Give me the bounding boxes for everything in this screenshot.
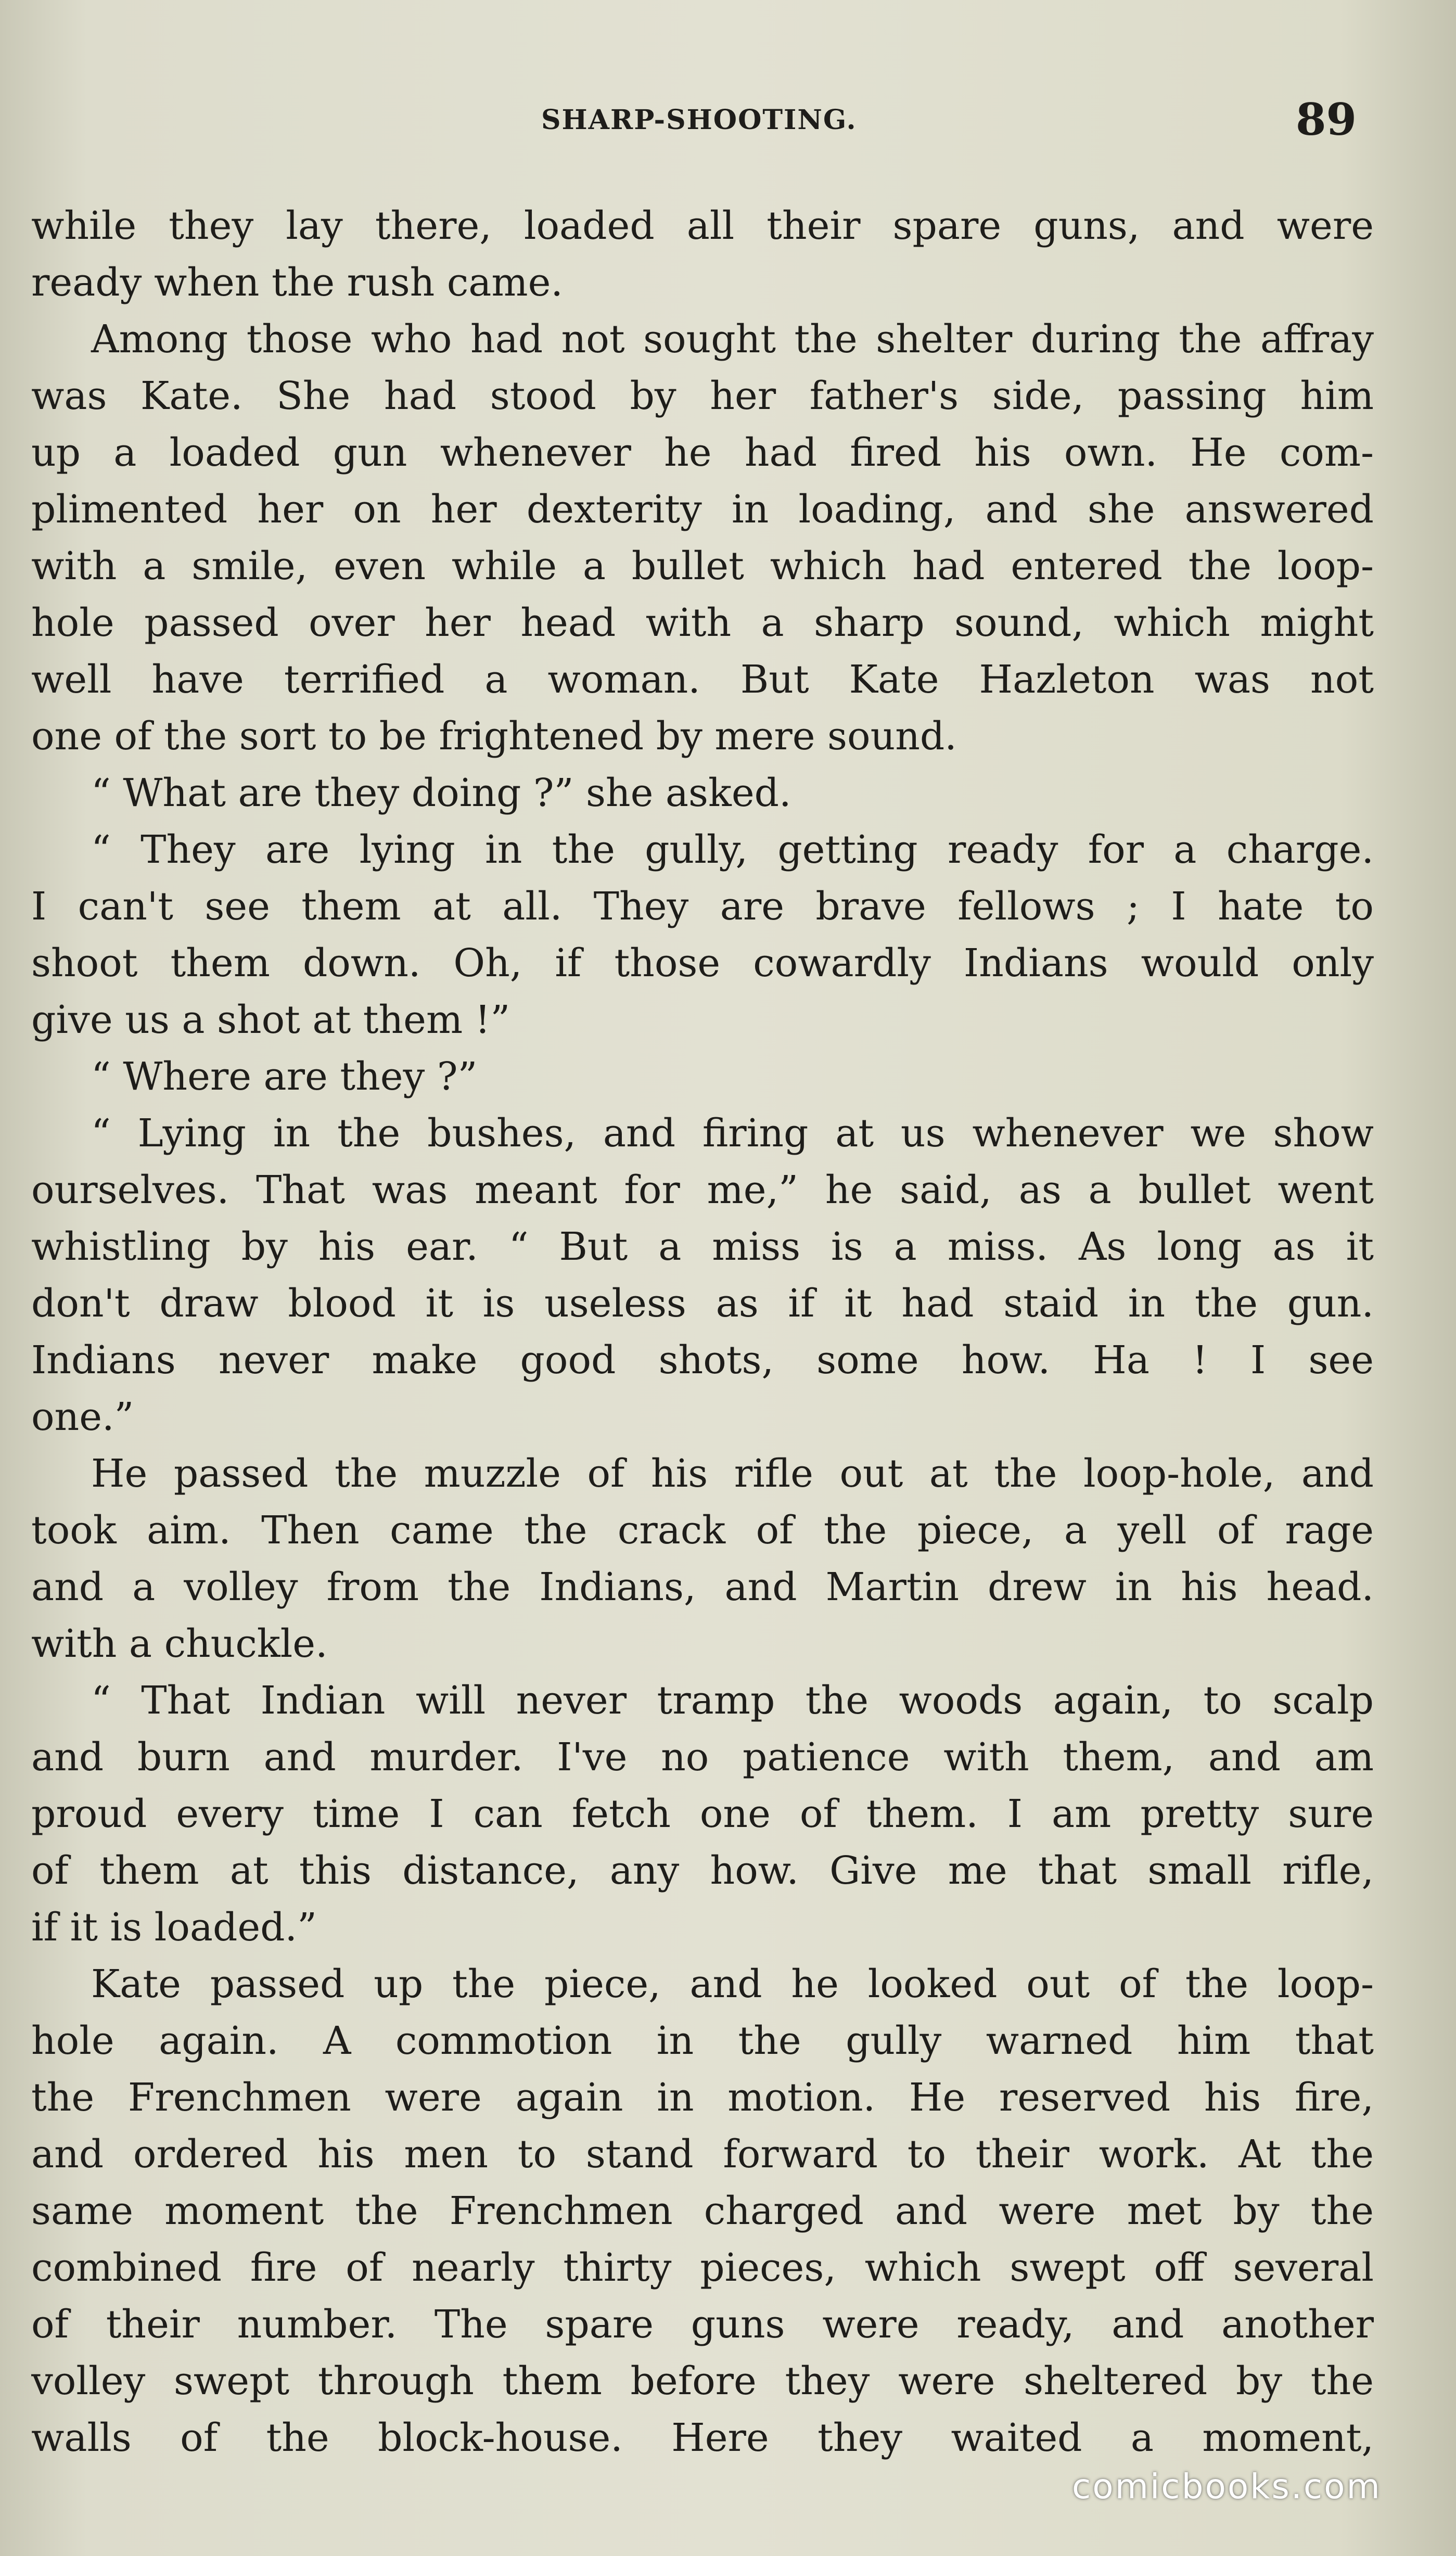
page-number: 89 xyxy=(1296,94,1357,145)
text-line: “ Where are they ?” xyxy=(91,1054,478,1099)
text-line: He passed the muzzle of his rifle out at the loop-hole, and xyxy=(91,1451,1374,1496)
text-line: ready when the rush came. xyxy=(31,260,563,305)
text-line: if it is loaded.” xyxy=(31,1905,317,1950)
text-line: and ordered his men to stand forward to their work. At the xyxy=(31,2132,1374,2177)
text-line: shoot them down. Oh, if those cowardly Indians would only xyxy=(31,941,1374,986)
text-line: well have terrified a woman. But Kate Hazleton was not xyxy=(31,657,1374,702)
text-line: Among those who had not sought the shelter during the affray xyxy=(91,317,1374,362)
text-line: took aim. Then came the crack of the piece, a yell of rage xyxy=(31,1508,1374,1553)
text-line: was Kate. She had stood by her father's side, passing him xyxy=(31,374,1374,418)
text-line: give us a shot at them !” xyxy=(31,998,510,1042)
text-line: up a loaded gun whenever he had fired his own. He com- xyxy=(31,430,1374,475)
text-line: walls of the block-house. Here they waited a moment, xyxy=(31,2416,1374,2460)
text-line: “ They are lying in the gully, getting ready for a charge. xyxy=(91,827,1374,872)
text-line: same moment the Frenchmen charged and were met by the xyxy=(31,2189,1374,2233)
text-line: combined fire of nearly thirty pieces, which swept off several xyxy=(31,2245,1374,2290)
text-line: the Frenchmen were again in motion. He reserved his fire, xyxy=(31,2075,1374,2120)
text-line: hole again. A commotion in the gully warned him that xyxy=(31,2018,1374,2063)
text-line: and a volley from the Indians, and Martin drew in his head. xyxy=(31,1565,1374,1609)
text-line: “ Lying in the bushes, and firing at us whenever we show xyxy=(91,1111,1374,1156)
text-line: “ That Indian will never tramp the woods again, to scalp xyxy=(91,1678,1374,1723)
text-line: one of the sort to be frightened by mere sound. xyxy=(31,714,957,759)
text-line: of them at this distance, any how. Give me that small rifle, xyxy=(31,1848,1374,1893)
watermark: comicbooks.com xyxy=(1072,2466,1382,2507)
text-line: I can't see them at all. They are brave fellows ; I hate to xyxy=(31,884,1374,929)
text-line: plimented her on her dexterity in loading, and she answered xyxy=(31,487,1374,532)
text-line: of their number. The spare guns were ready, and another xyxy=(31,2302,1374,2347)
text-line: and burn and murder. I've no patience with them, and am xyxy=(31,1735,1374,1780)
text-line: while they lay there, loaded all their spare guns, and were xyxy=(31,203,1374,248)
text-line: one.” xyxy=(31,1395,134,1439)
text-line: with a smile, even while a bullet which had entered the loop- xyxy=(31,544,1374,589)
page-header xyxy=(0,88,1456,151)
text-line: Kate passed up the piece, and he looked out of the loop- xyxy=(91,1962,1374,2007)
running-head: SHARP-SHOOTING. xyxy=(541,104,857,136)
text-line: ourselves. That was meant for me,” he said, as a bullet went xyxy=(31,1168,1374,1212)
text-line: proud every time I can fetch one of them. I am pretty sure xyxy=(31,1792,1374,1836)
text-line: whistling by his ear. “ But a miss is a miss. As long as it xyxy=(31,1224,1374,1269)
text-line: volley swept through them before they were sheltered by the xyxy=(31,2359,1374,2404)
text-line: with a chuckle. xyxy=(31,1621,328,1666)
text-line: Indians never make good shots, some how. Ha ! I see xyxy=(31,1338,1374,1383)
text-line: don't draw blood it is useless as if it had staid in the gun. xyxy=(31,1281,1374,1326)
body-text xyxy=(31,198,1374,2466)
text-line: hole passed over her head with a sharp sound, which might xyxy=(31,600,1374,645)
text-line: “ What are they doing ?” she asked. xyxy=(91,771,791,815)
